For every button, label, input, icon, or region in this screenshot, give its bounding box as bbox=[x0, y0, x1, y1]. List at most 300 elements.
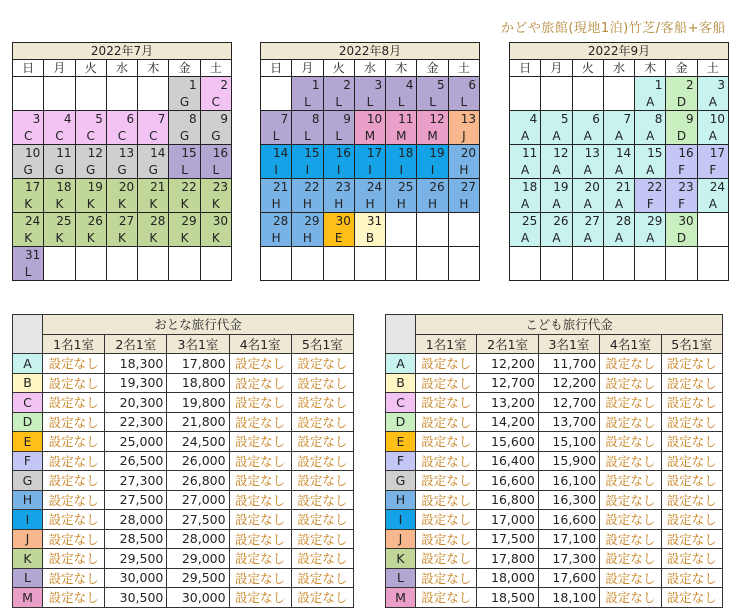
calendar-date bbox=[75, 247, 106, 264]
price-code: K bbox=[386, 549, 416, 569]
calendar-price-code: K bbox=[75, 230, 106, 247]
calendar-date: 3 bbox=[697, 77, 728, 94]
calendar-price-code: K bbox=[169, 196, 200, 213]
calendar-date: 7 bbox=[138, 111, 169, 128]
calendar-date bbox=[138, 77, 169, 94]
calendar-price-code: F bbox=[635, 196, 666, 213]
calendar-price-code: I bbox=[292, 162, 323, 179]
price-cell: 設定なし bbox=[416, 471, 477, 491]
calendar-date: 16 bbox=[666, 145, 697, 162]
calendar-price-code: A bbox=[635, 128, 666, 145]
calendar-price-code bbox=[572, 264, 603, 281]
child-price-table bbox=[385, 314, 723, 608]
price-cell: 設定なし bbox=[43, 373, 105, 393]
calendar-price-code: A bbox=[635, 94, 666, 111]
calendar-price-code: C bbox=[44, 128, 75, 145]
price-cell: 設定なし bbox=[229, 510, 291, 530]
calendar-date: 6 bbox=[572, 111, 603, 128]
weekday-label: 木 bbox=[138, 60, 169, 77]
calendar-date bbox=[13, 77, 44, 94]
calendar-price-code: J bbox=[448, 128, 479, 145]
calendar-date: 18 bbox=[510, 179, 541, 196]
price-cell: 27,300 bbox=[105, 471, 167, 491]
calendar-price-code: A bbox=[541, 230, 572, 247]
calendar-price-code bbox=[697, 230, 728, 247]
price-code: G bbox=[386, 471, 416, 491]
calendar-price-code: H bbox=[448, 196, 479, 213]
price-table-title-row bbox=[386, 315, 723, 335]
price-row bbox=[13, 490, 354, 510]
price-cell: 設定なし bbox=[661, 549, 722, 569]
calendar-date: 22 bbox=[635, 179, 666, 196]
calendar-date-row bbox=[13, 247, 232, 264]
price-code: M bbox=[386, 588, 416, 608]
price-cell: 設定なし bbox=[416, 393, 477, 413]
price-cell: 29,500 bbox=[105, 549, 167, 569]
calendar-date: 15 bbox=[292, 145, 323, 162]
calendar-date bbox=[386, 247, 417, 264]
calendar-price-code: A bbox=[541, 162, 572, 179]
calendar-date: 1 bbox=[635, 77, 666, 94]
calendar-date: 14 bbox=[138, 145, 169, 162]
price-cell: 13,700 bbox=[538, 412, 599, 432]
price-row bbox=[386, 588, 723, 608]
page-title: かどや旅館(現地1泊)竹芝/客船+客船 bbox=[500, 21, 726, 36]
price-cell: 設定なし bbox=[229, 529, 291, 549]
price-cell: 設定なし bbox=[291, 432, 353, 452]
calendar-date: 18 bbox=[44, 179, 75, 196]
calendar-date: 6 bbox=[106, 111, 137, 128]
calendar-code-row bbox=[510, 230, 729, 247]
calendar-code-row bbox=[13, 230, 232, 247]
calendar-date bbox=[541, 247, 572, 264]
price-row bbox=[13, 373, 354, 393]
weekday-label: 火 bbox=[75, 60, 106, 77]
calendar-date-row bbox=[510, 77, 729, 94]
price-cell: 設定なし bbox=[600, 529, 661, 549]
calendar-date: 6 bbox=[448, 77, 479, 94]
price-cell: 設定なし bbox=[291, 412, 353, 432]
calendar-date: 17 bbox=[354, 145, 385, 162]
price-cell: 30,500 bbox=[105, 588, 167, 608]
calendar-date: 10 bbox=[697, 111, 728, 128]
price-cell: 設定なし bbox=[291, 510, 353, 530]
calendar-price-code: C bbox=[200, 94, 231, 111]
calendar-price-code: C bbox=[13, 128, 44, 145]
calendar-price-code: K bbox=[169, 230, 200, 247]
calendar-date: 28 bbox=[603, 213, 634, 230]
price-cell: 設定なし bbox=[661, 354, 722, 374]
price-cell: 設定なし bbox=[291, 588, 353, 608]
calendar-date: 17 bbox=[697, 145, 728, 162]
calendar-price-code: G bbox=[106, 162, 137, 179]
price-cell: 17,100 bbox=[538, 529, 599, 549]
calendar-date: 30 bbox=[323, 213, 354, 230]
price-cell: 設定なし bbox=[43, 393, 105, 413]
price-code: G bbox=[13, 471, 43, 491]
calendar-price-code: G bbox=[13, 162, 44, 179]
calendar-date bbox=[354, 247, 385, 264]
calendar-price-code bbox=[13, 94, 44, 111]
price-cell: 設定なし bbox=[661, 490, 722, 510]
price-cell: 設定なし bbox=[661, 432, 722, 452]
price-code: B bbox=[13, 373, 43, 393]
calendar-date: 2 bbox=[200, 77, 231, 94]
price-cell: 設定なし bbox=[291, 354, 353, 374]
price-cell: 18,800 bbox=[167, 373, 229, 393]
price-row bbox=[13, 549, 354, 569]
calendar-date bbox=[261, 247, 292, 264]
price-row bbox=[386, 510, 723, 530]
calendar-date bbox=[386, 213, 417, 230]
price-row bbox=[386, 432, 723, 452]
price-code: I bbox=[13, 510, 43, 530]
calendar-price-code: H bbox=[292, 230, 323, 247]
calendar-date: 9 bbox=[666, 111, 697, 128]
calendar-price-code bbox=[386, 230, 417, 247]
adult-price-table bbox=[12, 314, 354, 608]
calendar-code-row bbox=[261, 162, 480, 179]
calendar-price-code: L bbox=[13, 264, 44, 281]
calendar-date: 9 bbox=[323, 111, 354, 128]
calendar-price-code: H bbox=[261, 230, 292, 247]
calendar-date: 13 bbox=[448, 111, 479, 128]
price-cell: 設定なし bbox=[661, 451, 722, 471]
calendar-code-row bbox=[510, 128, 729, 145]
calendar-code-row bbox=[510, 162, 729, 179]
weekday-label: 金 bbox=[417, 60, 448, 77]
calendar-price-code bbox=[261, 94, 292, 111]
price-cell: 17,300 bbox=[538, 549, 599, 569]
calendar-price-code: F bbox=[666, 162, 697, 179]
price-cell: 27,500 bbox=[167, 510, 229, 530]
price-cell: 設定なし bbox=[229, 373, 291, 393]
calendar-code-row bbox=[510, 196, 729, 213]
calendar-code-row bbox=[261, 196, 480, 213]
price-code: J bbox=[386, 529, 416, 549]
price-cell: 18,000 bbox=[477, 568, 538, 588]
calendar-code-row bbox=[13, 128, 232, 145]
calendar-date: 23 bbox=[666, 179, 697, 196]
calendar-price-code: M bbox=[386, 128, 417, 145]
calendar-date bbox=[138, 247, 169, 264]
price-cell: 設定なし bbox=[291, 393, 353, 413]
calendar-date: 28 bbox=[261, 213, 292, 230]
calendar-price-code: G bbox=[138, 162, 169, 179]
weekday-label: 土 bbox=[200, 60, 231, 77]
price-row bbox=[386, 393, 723, 413]
price-cell: 設定なし bbox=[416, 354, 477, 374]
calendar-date bbox=[448, 213, 479, 230]
calendar-date-row bbox=[261, 111, 480, 128]
price-cell: 29,000 bbox=[167, 549, 229, 569]
price-cell: 設定なし bbox=[661, 588, 722, 608]
calendar-date bbox=[572, 77, 603, 94]
calendar-price-code: A bbox=[510, 230, 541, 247]
calendar-date: 8 bbox=[292, 111, 323, 128]
price-cell: 設定なし bbox=[229, 412, 291, 432]
weekday-label: 水 bbox=[106, 60, 137, 77]
weekday-label: 月 bbox=[44, 60, 75, 77]
weekday-label: 火 bbox=[323, 60, 354, 77]
calendar-date: 30 bbox=[200, 213, 231, 230]
calendar-price-code: C bbox=[106, 128, 137, 145]
calendar-code-row bbox=[510, 264, 729, 281]
calendar-price-code: H bbox=[261, 196, 292, 213]
price-code: C bbox=[386, 393, 416, 413]
room-type-header: 2名1室 bbox=[477, 334, 538, 354]
calendar-date: 11 bbox=[386, 111, 417, 128]
price-cell: 設定なし bbox=[600, 549, 661, 569]
price-cell: 設定なし bbox=[416, 529, 477, 549]
price-cell: 設定なし bbox=[43, 529, 105, 549]
calendar-price-code: F bbox=[697, 162, 728, 179]
price-code: L bbox=[13, 568, 43, 588]
calendar-price-code: K bbox=[44, 196, 75, 213]
price-code: A bbox=[386, 354, 416, 374]
calendar-price-code: K bbox=[106, 230, 137, 247]
calendar-september bbox=[509, 42, 729, 281]
calendar-price-code bbox=[541, 94, 572, 111]
price-row bbox=[13, 588, 354, 608]
calendar-date bbox=[697, 247, 728, 264]
calendar-price-code: A bbox=[572, 128, 603, 145]
calendar-date: 15 bbox=[635, 145, 666, 162]
calendar-date bbox=[697, 213, 728, 230]
calendar-date: 22 bbox=[292, 179, 323, 196]
calendar-date bbox=[417, 213, 448, 230]
calendar-price-code bbox=[510, 94, 541, 111]
calendar-price-code bbox=[448, 264, 479, 281]
price-cell: 設定なし bbox=[600, 451, 661, 471]
price-cell: 28,000 bbox=[105, 510, 167, 530]
calendar-date bbox=[323, 247, 354, 264]
price-cell: 設定なし bbox=[291, 471, 353, 491]
price-cell: 20,300 bbox=[105, 393, 167, 413]
calendar-price-code bbox=[323, 264, 354, 281]
calendar-price-code bbox=[354, 264, 385, 281]
calendar-price-code: L bbox=[354, 94, 385, 111]
calendar-date: 23 bbox=[323, 179, 354, 196]
price-cell: 15,100 bbox=[538, 432, 599, 452]
price-row bbox=[13, 510, 354, 530]
price-cell: 設定なし bbox=[600, 393, 661, 413]
price-cell: 18,500 bbox=[477, 588, 538, 608]
price-cell: 26,500 bbox=[105, 451, 167, 471]
calendar-price-code: L bbox=[292, 128, 323, 145]
price-cell: 設定なし bbox=[229, 471, 291, 491]
price-cell: 12,200 bbox=[538, 373, 599, 393]
price-cell: 設定なし bbox=[661, 373, 722, 393]
calendar-date: 19 bbox=[541, 179, 572, 196]
price-cell: 18,300 bbox=[105, 354, 167, 374]
price-row bbox=[13, 354, 354, 374]
price-cell: 設定なし bbox=[43, 471, 105, 491]
calendar-price-code: A bbox=[541, 196, 572, 213]
price-cell: 設定なし bbox=[229, 568, 291, 588]
calendar-date bbox=[261, 77, 292, 94]
price-row bbox=[386, 471, 723, 491]
price-cell: 設定なし bbox=[229, 432, 291, 452]
calendar-price-code: A bbox=[572, 230, 603, 247]
calendar-date: 24 bbox=[697, 179, 728, 196]
calendar-date: 27 bbox=[448, 179, 479, 196]
price-cell: 設定なし bbox=[43, 412, 105, 432]
calendar-date: 11 bbox=[44, 145, 75, 162]
price-cell: 設定なし bbox=[291, 568, 353, 588]
calendar-price-code: I bbox=[323, 162, 354, 179]
calendar-date: 7 bbox=[603, 111, 634, 128]
calendar-date: 12 bbox=[541, 145, 572, 162]
calendar-price-code: D bbox=[666, 128, 697, 145]
calendar-price-code: L bbox=[261, 128, 292, 145]
calendar-price-code: F bbox=[666, 196, 697, 213]
calendar-price-code bbox=[106, 264, 137, 281]
price-cell: 18,100 bbox=[538, 588, 599, 608]
price-cell: 15,600 bbox=[477, 432, 538, 452]
calendar-price-code: L bbox=[200, 162, 231, 179]
weekday-label: 月 bbox=[541, 60, 572, 77]
calendar-code-row bbox=[13, 94, 232, 111]
calendar-date: 4 bbox=[44, 111, 75, 128]
price-cell: 17,000 bbox=[477, 510, 538, 530]
calendar-date bbox=[106, 77, 137, 94]
price-cell: 26,800 bbox=[167, 471, 229, 491]
price-cell: 設定なし bbox=[43, 568, 105, 588]
room-type-header: 2名1室 bbox=[105, 334, 167, 354]
price-cell: 16,800 bbox=[477, 490, 538, 510]
calendar-date bbox=[541, 77, 572, 94]
price-cell: 13,200 bbox=[477, 393, 538, 413]
calendar-month-title: 2022年8月 bbox=[261, 43, 480, 60]
price-code: D bbox=[13, 412, 43, 432]
price-row bbox=[386, 568, 723, 588]
price-code: H bbox=[13, 490, 43, 510]
price-cell: 25,000 bbox=[105, 432, 167, 452]
calendar-date bbox=[510, 77, 541, 94]
price-row bbox=[386, 549, 723, 569]
calendar-price-code bbox=[44, 264, 75, 281]
price-cell: 19,300 bbox=[105, 373, 167, 393]
calendar-price-code bbox=[603, 94, 634, 111]
price-row bbox=[13, 412, 354, 432]
calendar-date bbox=[75, 77, 106, 94]
calendar-price-code: H bbox=[354, 196, 385, 213]
calendar-date: 30 bbox=[666, 213, 697, 230]
price-table-title-row bbox=[13, 315, 354, 335]
calendar-price-code: A bbox=[635, 162, 666, 179]
calendar-price-code bbox=[386, 264, 417, 281]
calendar-date bbox=[417, 247, 448, 264]
price-code: D bbox=[386, 412, 416, 432]
room-type-header: 5名1室 bbox=[291, 334, 353, 354]
calendar-month-header bbox=[261, 43, 480, 60]
price-cell: 12,200 bbox=[477, 354, 538, 374]
calendar-date bbox=[635, 247, 666, 264]
price-cell: 17,800 bbox=[167, 354, 229, 374]
calendar-date: 29 bbox=[292, 213, 323, 230]
calendar-price-code bbox=[75, 94, 106, 111]
calendar-date bbox=[666, 247, 697, 264]
calendar-code-row bbox=[261, 230, 480, 247]
calendar-price-code: I bbox=[354, 162, 385, 179]
calendar-price-code: A bbox=[603, 230, 634, 247]
calendar-price-code bbox=[448, 230, 479, 247]
price-code: M bbox=[13, 588, 43, 608]
calendar-date: 26 bbox=[541, 213, 572, 230]
price-cell: 16,300 bbox=[538, 490, 599, 510]
price-cell: 設定なし bbox=[416, 588, 477, 608]
price-code: I bbox=[386, 510, 416, 530]
calendar-date-row bbox=[510, 111, 729, 128]
calendar-date: 24 bbox=[13, 213, 44, 230]
calendar-date: 12 bbox=[417, 111, 448, 128]
price-cell: 設定なし bbox=[661, 471, 722, 491]
price-cell: 設定なし bbox=[600, 510, 661, 530]
calendar-price-code: A bbox=[510, 196, 541, 213]
calendar-date: 25 bbox=[510, 213, 541, 230]
calendar-date bbox=[603, 77, 634, 94]
price-cell: 設定なし bbox=[229, 549, 291, 569]
price-cell: 22,300 bbox=[105, 412, 167, 432]
calendar-date bbox=[603, 247, 634, 264]
room-type-header: 3名1室 bbox=[167, 334, 229, 354]
weekday-label: 木 bbox=[635, 60, 666, 77]
calendar-price-code: K bbox=[44, 230, 75, 247]
price-cell: 設定なし bbox=[416, 412, 477, 432]
calendar-price-code: I bbox=[261, 162, 292, 179]
price-cell: 16,600 bbox=[538, 510, 599, 530]
calendar-date-row bbox=[13, 111, 232, 128]
price-row bbox=[386, 490, 723, 510]
price-cell: 設定なし bbox=[291, 373, 353, 393]
calendar-code-row bbox=[13, 162, 232, 179]
calendar-month-header bbox=[13, 43, 232, 60]
calendar-date-row bbox=[261, 179, 480, 196]
calendar-date-row bbox=[261, 77, 480, 94]
price-row bbox=[386, 412, 723, 432]
calendar-price-code: K bbox=[200, 196, 231, 213]
calendar-date-row bbox=[510, 213, 729, 230]
price-cell: 設定なし bbox=[291, 490, 353, 510]
calendar-code-row bbox=[13, 264, 232, 281]
calendar-date-row bbox=[510, 247, 729, 264]
price-cell: 設定なし bbox=[600, 432, 661, 452]
room-type-header: 1名1室 bbox=[43, 334, 105, 354]
calendar-price-code: M bbox=[417, 128, 448, 145]
calendar-price-code: H bbox=[386, 196, 417, 213]
calendar-date: 1 bbox=[292, 77, 323, 94]
calendar-date: 18 bbox=[386, 145, 417, 162]
weekday-label: 金 bbox=[169, 60, 200, 77]
price-cell: 設定なし bbox=[600, 373, 661, 393]
calendar-date: 27 bbox=[572, 213, 603, 230]
calendar-price-code: K bbox=[138, 230, 169, 247]
calendar-price-code: A bbox=[603, 196, 634, 213]
price-row bbox=[386, 529, 723, 549]
price-cell: 設定なし bbox=[600, 471, 661, 491]
price-table-corner bbox=[13, 315, 43, 354]
calendar-price-code: L bbox=[386, 94, 417, 111]
calendar-date bbox=[572, 247, 603, 264]
calendar-price-code bbox=[75, 264, 106, 281]
calendar-date: 16 bbox=[200, 145, 231, 162]
calendar-price-code: K bbox=[75, 196, 106, 213]
price-cell: 設定なし bbox=[291, 529, 353, 549]
calendar-date bbox=[106, 247, 137, 264]
calendar-date bbox=[510, 247, 541, 264]
price-cell: 設定なし bbox=[229, 451, 291, 471]
